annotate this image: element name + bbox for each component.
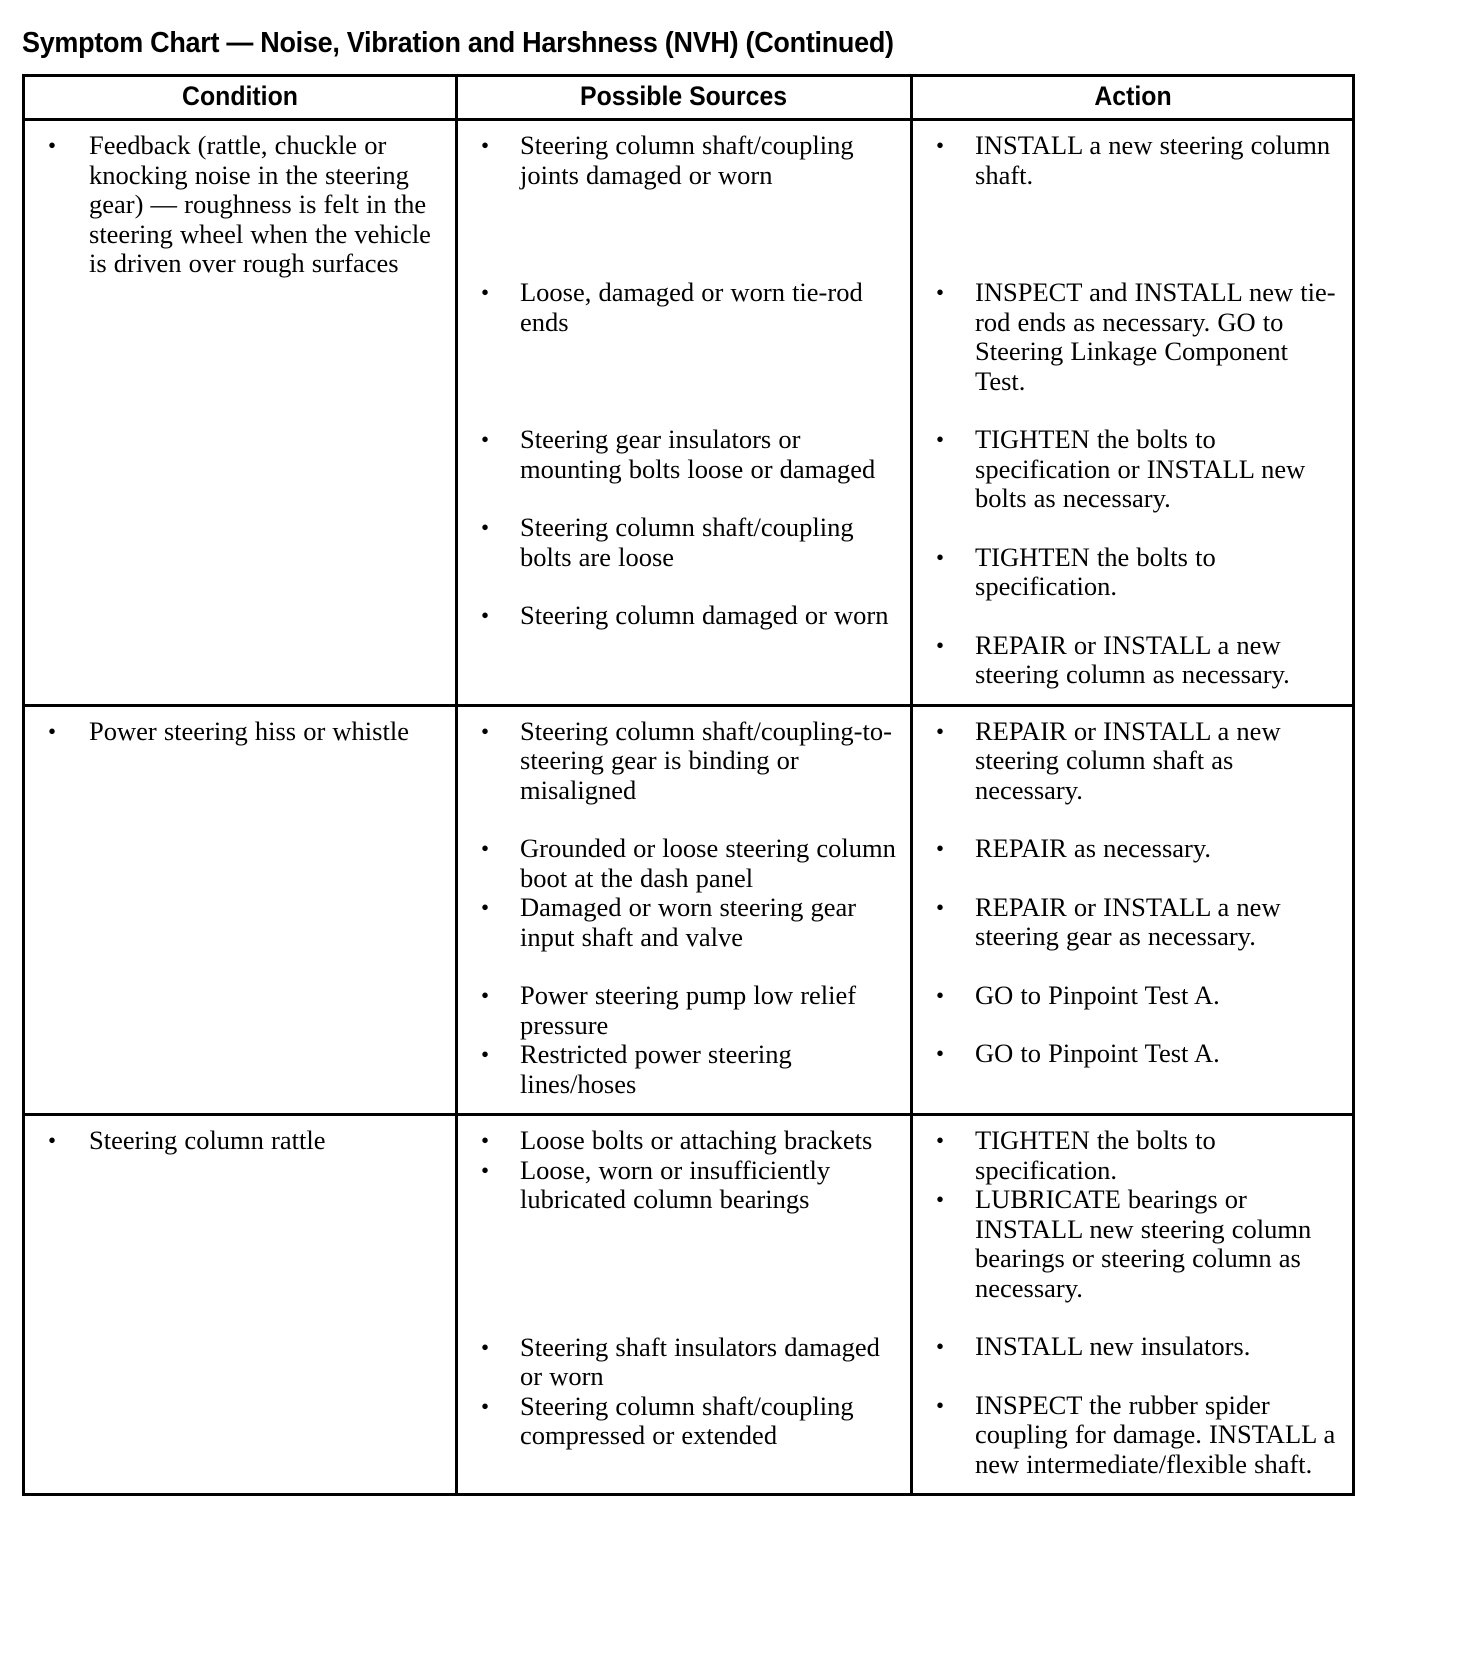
cell-possible-sources-content — [458, 121, 910, 645]
list-item — [466, 1333, 902, 1392]
bullet-icon: • — [481, 895, 490, 920]
column-header-possible-sources — [457, 76, 912, 120]
cell-possible-sources — [457, 1115, 912, 1495]
bullet-icon: • — [48, 133, 57, 158]
list-item — [466, 425, 902, 484]
list-item — [466, 278, 902, 337]
cell-possible-sources — [457, 120, 912, 706]
list-item — [466, 1156, 902, 1215]
table-row — [24, 705, 1354, 1115]
bullet-icon: • — [481, 836, 490, 861]
cell-action — [912, 1115, 1354, 1495]
column-header-action-label: Action — [1093, 81, 1172, 111]
bullet-list — [921, 1126, 1344, 1479]
list-item-text: Loose, worn or insufficiently lubricated column bearings — [520, 1154, 831, 1214]
bullet-list — [466, 131, 902, 631]
bullet-icon: • — [481, 133, 490, 158]
list-item — [466, 717, 902, 806]
list-item-text: INSPECT the rubber spider coupling for damage. INSTALL a new intermediate/flexible shaft. — [975, 1389, 1336, 1479]
list-item-text: GO to Pinpoint Test A. — [975, 979, 1220, 1010]
bullet-icon: • — [48, 718, 57, 744]
cell-possible-sources-content — [458, 707, 910, 1114]
bullet-icon: • — [481, 515, 490, 540]
list-item — [466, 1126, 902, 1156]
cell-condition — [24, 705, 457, 1115]
list-item-text: Steering column shaft/coupling-to-steering gear is binding or misaligned — [520, 715, 892, 805]
list-item-text: Steering gear insulators or mounting bolts loose or damaged — [520, 424, 876, 484]
symptom-chart-table — [22, 74, 1355, 1496]
bullet-list — [466, 717, 902, 1100]
list-item-text: Loose bolts or attaching brackets — [520, 1125, 873, 1155]
column-header-action — [912, 76, 1354, 120]
list-item-text: Feedback (rattle, chuckle or knocking noise in the steering gear) — roughness is felt in the steering wheel when the vehicle is driven over rough surfaces — [89, 130, 431, 278]
list-item — [921, 1039, 1344, 1069]
list-item — [466, 834, 902, 893]
bullet-icon: • — [481, 1157, 490, 1183]
bullet-icon: • — [936, 982, 945, 1008]
bullet-list — [33, 1126, 447, 1156]
list-item — [921, 717, 1344, 806]
list-item-text: GO to Pinpoint Test A. — [975, 1038, 1220, 1068]
column-header-condition-label: Condition — [182, 81, 298, 111]
list-item — [921, 981, 1344, 1011]
bullet-icon: • — [481, 427, 490, 452]
list-item — [921, 1185, 1344, 1303]
list-item-text: Loose, damaged or worn tie-rod ends — [520, 277, 863, 337]
list-item — [921, 893, 1344, 952]
list-item — [33, 1126, 447, 1156]
list-item — [466, 981, 902, 1040]
list-item-text: REPAIR or INSTALL a new steering column as necessary. — [975, 629, 1290, 689]
bullet-icon: • — [936, 1041, 945, 1066]
bullet-icon: • — [936, 1334, 945, 1359]
cell-action-content — [913, 121, 1352, 704]
list-item — [921, 1332, 1344, 1362]
cell-condition — [24, 1115, 457, 1495]
cell-action — [912, 120, 1354, 706]
list-item-text: REPAIR or INSTALL a new steering gear as necessary. — [975, 891, 1281, 951]
list-item — [466, 893, 902, 952]
table-row — [24, 120, 1354, 706]
bullet-icon: • — [936, 836, 945, 861]
bullet-icon: • — [481, 603, 490, 628]
list-item — [466, 131, 902, 190]
bullet-icon: • — [481, 1042, 490, 1067]
list-item-text: INSPECT and INSTALL new tie-rod ends as necessary. GO to Steering Linkage Component Test. — [975, 277, 1336, 396]
list-item — [921, 1391, 1344, 1480]
cell-condition-content — [25, 707, 455, 761]
list-item-text: Steering shaft insulators damaged or worn — [520, 1331, 880, 1391]
cell-condition-content — [25, 1116, 455, 1170]
cell-condition-content — [25, 121, 455, 293]
list-item-text: Steering column shaft/coupling bolts are loose — [520, 512, 854, 572]
bullet-icon: • — [936, 1392, 945, 1418]
list-item — [921, 543, 1344, 602]
bullet-list — [921, 131, 1344, 690]
list-item — [921, 425, 1344, 514]
list-item — [921, 834, 1344, 864]
bullet-icon: • — [481, 1393, 490, 1419]
table-row — [24, 1115, 1354, 1495]
bullet-list — [33, 131, 447, 279]
list-item-text: Steering column shaft/coupling compressed or extended — [520, 1390, 854, 1450]
list-item — [466, 1392, 902, 1451]
list-item-text: INSTALL a new steering column shaft. — [975, 130, 1331, 190]
cell-possible-sources — [457, 705, 912, 1115]
bullet-list — [466, 1126, 902, 1451]
list-item-text: INSTALL new insulators. — [975, 1331, 1251, 1361]
cell-action-content — [913, 1116, 1352, 1493]
bullet-icon: • — [481, 718, 490, 744]
bullet-icon: • — [936, 718, 945, 744]
cell-condition — [24, 120, 457, 706]
list-item-text: Grounded or loose steering column boot at the dash panel — [520, 833, 896, 893]
list-item-text: TIGHTEN the bolts to specification. — [975, 1125, 1216, 1185]
bullet-icon: • — [936, 1187, 945, 1212]
bullet-icon: • — [936, 632, 945, 658]
list-item-text: TIGHTEN the bolts to specification. — [975, 541, 1216, 601]
bullet-icon: • — [936, 894, 945, 920]
list-item-text: Steering column rattle — [89, 1125, 326, 1155]
table-header — [24, 76, 1354, 120]
table-body — [24, 120, 1354, 1495]
list-item — [921, 1126, 1344, 1185]
bullet-icon: • — [936, 280, 945, 305]
page-title: Symptom Chart — Noise, Vibration and Harshness (NVH) (Continued) — [22, 27, 894, 59]
list-item — [466, 601, 902, 631]
bullet-icon: • — [481, 1128, 490, 1153]
list-item-text: LUBRICATE bearings or INSTALL new steering column bearings or steering column as necessary. — [975, 1184, 1312, 1303]
list-item-text: Damaged or worn steering gear input shaft and valve — [520, 892, 857, 952]
bullet-icon: • — [481, 1334, 490, 1360]
list-item — [33, 131, 447, 279]
list-item — [466, 513, 902, 572]
cell-possible-sources-content — [458, 1116, 910, 1465]
cell-action — [912, 705, 1354, 1115]
bullet-icon: • — [936, 427, 945, 452]
list-item-text: REPAIR or INSTALL a new steering column shaft as necessary. — [975, 715, 1281, 805]
bullet-icon: • — [936, 544, 945, 570]
list-item — [921, 131, 1344, 190]
bullet-list — [921, 717, 1344, 1069]
list-item-text: Restricted power steering lines/hoses — [520, 1039, 792, 1099]
list-item — [33, 717, 447, 747]
bullet-icon: • — [481, 280, 490, 305]
list-item — [921, 278, 1344, 396]
list-item — [921, 631, 1344, 690]
bullet-icon: • — [481, 983, 490, 1008]
column-header-condition — [24, 76, 457, 120]
column-header-possible-sources-label: Possible Sources — [580, 81, 788, 111]
list-item-text: Steering column shaft/coupling joints damaged or worn — [520, 130, 854, 190]
bullet-icon: • — [936, 133, 945, 158]
list-item — [466, 1040, 902, 1099]
cell-action-content — [913, 707, 1352, 1083]
list-item-text: REPAIR as necessary. — [975, 833, 1212, 863]
bullet-icon: • — [936, 1128, 945, 1153]
header-row — [24, 76, 1354, 120]
list-item-text: Power steering hiss or whistle — [89, 715, 409, 746]
bullet-list — [33, 717, 447, 747]
bullet-icon: • — [48, 1128, 57, 1153]
list-item-text: TIGHTEN the bolts to specification or INSTALL new bolts as necessary. — [975, 424, 1306, 513]
list-item-text: Power steering pump low relief pressure — [520, 980, 857, 1040]
list-item-text: Steering column damaged or worn — [520, 600, 889, 630]
